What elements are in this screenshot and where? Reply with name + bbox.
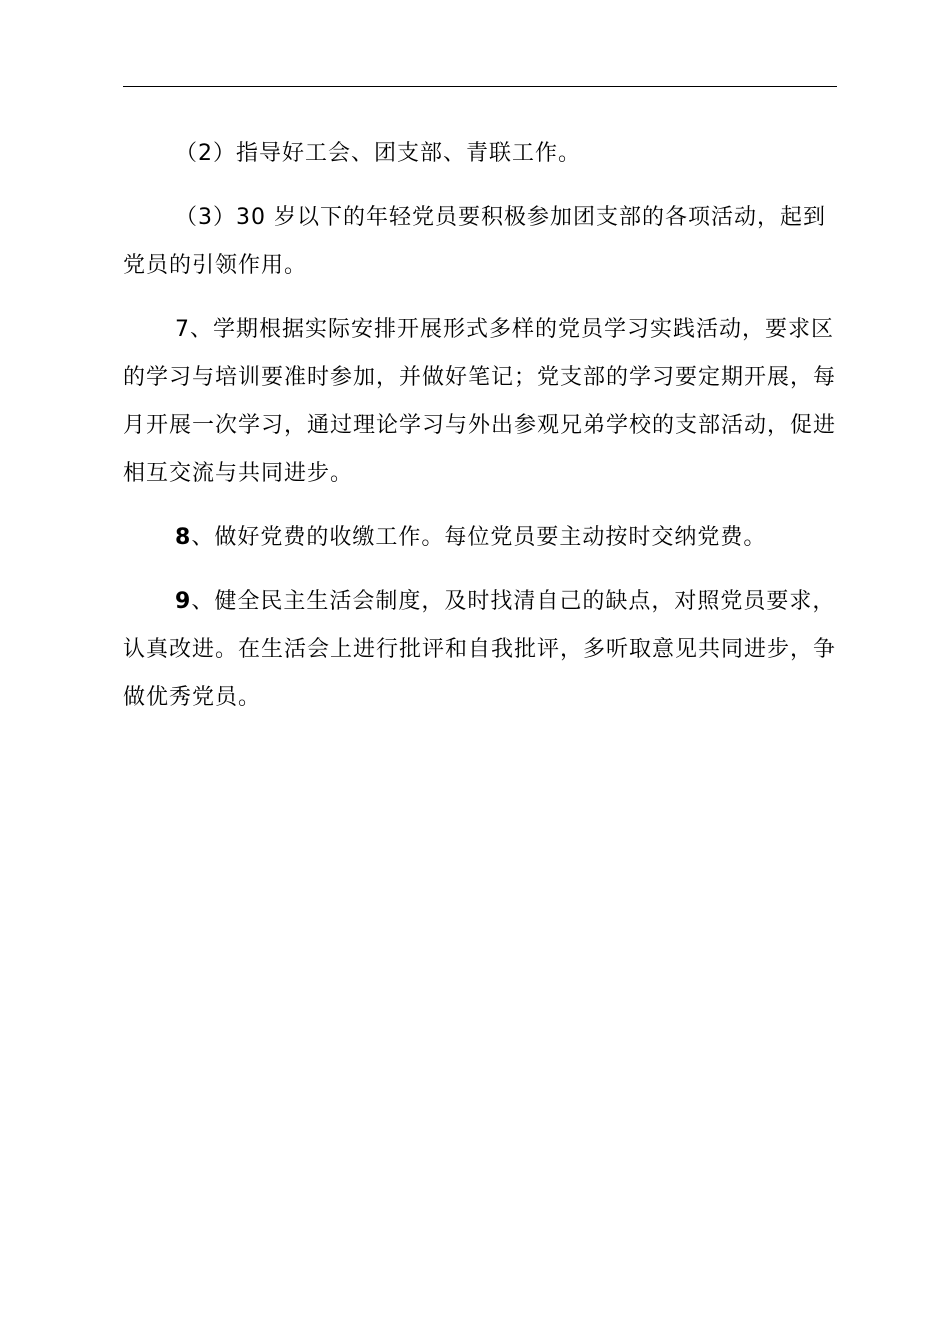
paragraph-text: （2）指导好工会、团支部、青联工作。 (175, 141, 581, 166)
document-body (123, 130, 843, 738)
paragraph-text: （3）30 岁以下的年轻党员要积极参加团支部的各项活动，起到党员的引领作用。 (123, 205, 826, 278)
paragraph-8-party-dues (123, 514, 843, 562)
paragraph-2-guidance (123, 130, 843, 178)
item-number: 9 (175, 589, 192, 614)
paragraph-3-young-members (123, 194, 843, 290)
item-number: 8 (175, 525, 192, 550)
paragraph-text: 7、学期根据实际安排开展形式多样的党员学习实践活动，要求区的学习与培训要准时参加，并做好笔记；党支部的学习要定期开展，每月开展一次学习，通过理论学习与外出参观兄弟学校的支部活动，促进相互交流与共同进步。 (123, 317, 837, 486)
paragraph-7-study-activities (123, 306, 843, 498)
header-rule (123, 86, 837, 87)
paragraph-text: 、健全民主生活会制度，及时找清自己的缺点，对照党员要求，认真改进。在生活会上进行批评和自我批评，多听取意见共同进步，争做优秀党员。 (123, 589, 837, 710)
paragraph-9-democratic-life (123, 578, 843, 722)
paragraph-text: 、做好党费的收缴工作。每位党员要主动按时交纳党费。 (191, 525, 767, 550)
